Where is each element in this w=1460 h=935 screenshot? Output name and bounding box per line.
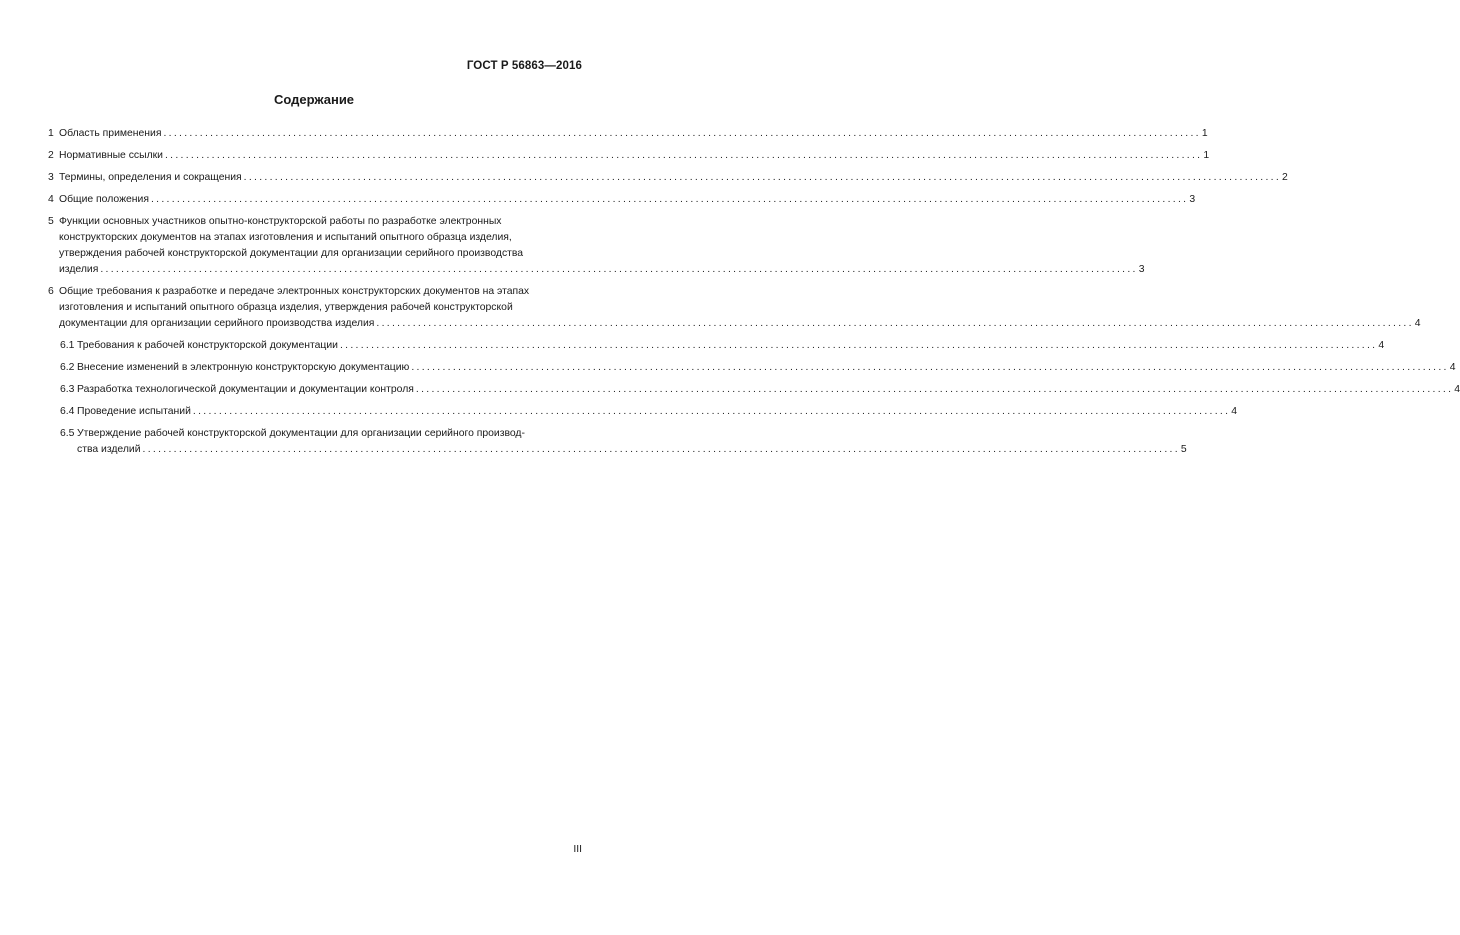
toc-entry-number: 5 [48, 216, 54, 227]
toc-entry[interactable] [48, 126, 1208, 142]
toc-entry-text-line: утверждения рабочей конструкторской документации для организации серийного производства [59, 248, 524, 259]
toc-entry-title: Общие положения [59, 194, 149, 205]
toc-entry-page: 3 [1189, 194, 1196, 205]
toc-entry[interactable] [48, 382, 1460, 398]
dot-leader: ........................................................................................................................................................................................................ [163, 128, 1201, 139]
page-number: III [573, 844, 582, 855]
dot-leader: ........................................................................................................................................................................................................ [411, 362, 1449, 373]
dot-leader: ........................................................................................................................................................................................................ [339, 340, 1378, 351]
dot-leader: ........................................................................................................................................................................................................ [142, 444, 1180, 455]
document-code: ГОСТ Р 56863—2016 [466, 60, 582, 72]
toc-entry[interactable] [48, 192, 1196, 208]
toc-entry-page: 1 [1201, 128, 1208, 139]
dot-leader: ........................................................................................................................................................................................................ [243, 172, 1282, 183]
toc-entry-number: 6.2 [60, 362, 75, 373]
toc-entry[interactable] [48, 214, 1145, 278]
dot-leader: ........................................................................................................................................................................................................ [376, 318, 1414, 329]
toc-entry[interactable] [48, 360, 1456, 376]
toc-entry-page: 4 [1449, 362, 1456, 373]
toc-entry-title: документации для организации серийного производства изделия [59, 318, 375, 329]
toc-entry-number: 1 [48, 128, 54, 139]
toc-entry-title: Термины, определения и сокращения [59, 172, 242, 183]
toc-entry-number: 6.4 [60, 406, 75, 417]
toc-entry-page: 2 [1282, 172, 1288, 183]
toc-entry-title: Область применения [59, 128, 162, 139]
toc-entry-number: 3 [48, 172, 54, 183]
toc-entry-page: 1 [1203, 150, 1210, 161]
toc-entry-title: Требования к рабочей конструкторской документации [77, 340, 338, 351]
toc-entry-title: Разработка технологической документации и документации контроля [77, 384, 414, 395]
toc-entry-number: 6.1 [60, 340, 75, 351]
toc-entry-text-line: Утверждение рабочей конструкторской документации для организации серийного производ- [77, 428, 525, 439]
table-of-contents [48, 126, 1460, 458]
toc-entry-number: 4 [48, 194, 54, 205]
toc-entry-title: Проведение испытаний [77, 406, 191, 417]
toc-entry-title: Внесение изменений в электронную конструкторскую документацию [77, 362, 410, 373]
toc-entry-number: 6.3 [60, 384, 75, 395]
toc-entry-title: ства изделий [77, 444, 141, 455]
toc-entry-text-line: конструкторских документов на этапах изготовления и испытаний опытного образца изделия, [59, 232, 512, 243]
toc-entry[interactable] [48, 404, 1238, 420]
toc-entry-page: 4 [1378, 340, 1385, 351]
toc-entry[interactable] [48, 338, 1385, 354]
toc-entry-page: 5 [1180, 444, 1187, 455]
toc-title: Содержание [273, 92, 355, 107]
toc-entry-text-line: изготовления и испытаний опытного образца изделия, утверждения рабочей конструкторской [59, 302, 513, 313]
dot-leader: ........................................................................................................................................................................................................ [150, 194, 1189, 205]
toc-entry-page: 4 [1414, 318, 1421, 329]
dot-leader: ........................................................................................................................................................................................................ [415, 384, 1454, 395]
toc-entry[interactable] [48, 148, 1210, 164]
dot-leader: ........................................................................................................................................................................................................ [100, 264, 1138, 275]
dot-leader: ........................................................................................................................................................................................................ [164, 150, 1203, 161]
toc-entry-number: 2 [48, 150, 54, 161]
toc-entry-page: 4 [1454, 384, 1460, 395]
toc-entry-title: Нормативные ссылки [59, 150, 163, 161]
toc-entry-text-line: Функции основных участников опытно-конструкторской работы по разработке электронных [59, 216, 502, 227]
toc-entry-number: 6.5 [60, 428, 75, 439]
toc-entry-text-line: Общие требования к разработке и передаче электронных конструкторских документов на этапах [59, 286, 530, 297]
toc-entry-number: 6 [48, 286, 54, 297]
dot-leader: ........................................................................................................................................................................................................ [192, 406, 1231, 417]
toc-entry[interactable] [48, 426, 1187, 458]
toc-entry-page: 3 [1138, 264, 1145, 275]
toc-entry-title: изделия [59, 264, 99, 275]
toc-entry-page: 4 [1231, 406, 1238, 417]
toc-entry[interactable] [48, 284, 1421, 332]
toc-entry[interactable] [48, 170, 1288, 186]
